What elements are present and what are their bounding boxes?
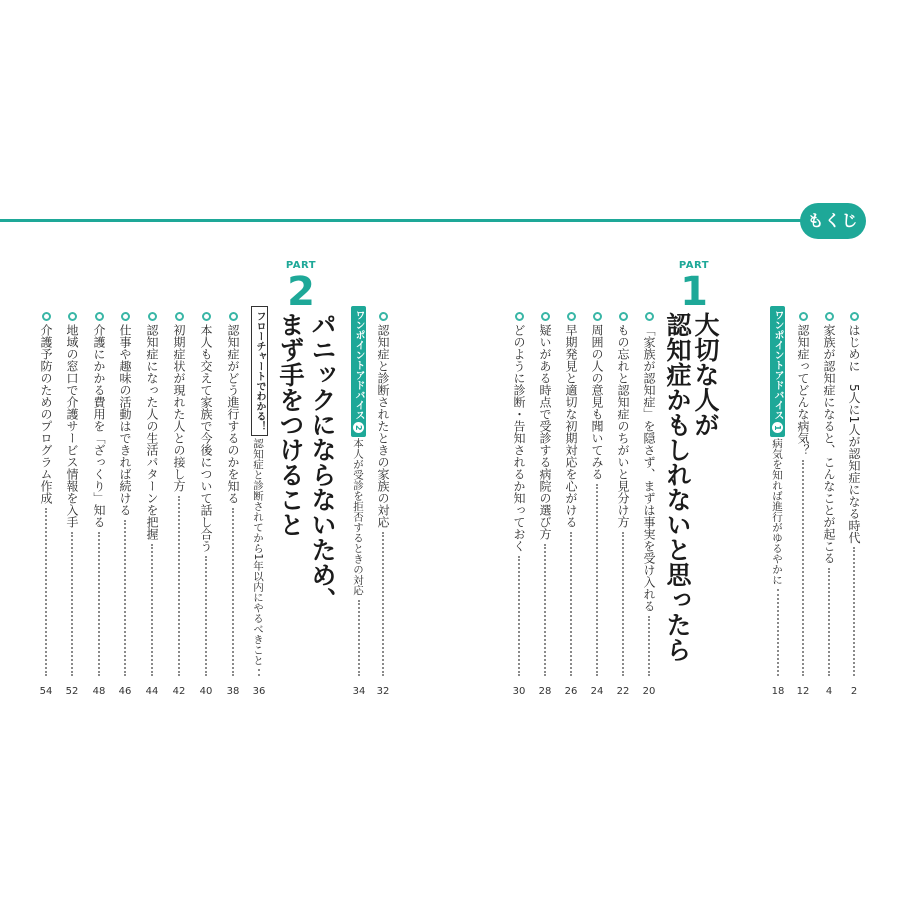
toc-entry-text: 家族が認知症になると、こんなことが起こる xyxy=(822,324,836,564)
page-number: 46 xyxy=(118,686,132,697)
toc-item-part1-6[interactable] xyxy=(511,312,527,552)
toc-entry-text: 周囲の人の意見も聞いてみる xyxy=(590,324,604,480)
bullet-circle-icon xyxy=(645,312,654,321)
dot-leader xyxy=(71,532,73,676)
toc-entry-text: 介護予防のためのプログラム作成 xyxy=(39,324,53,504)
part1-title-line2: 認知症かもしれないと思ったら xyxy=(663,312,692,662)
toc-entry-text: 地域の窓口で介護サービス情報を入手 xyxy=(65,324,79,528)
page-number: 38 xyxy=(226,686,240,697)
toc-item-flowchart[interactable] xyxy=(251,438,265,665)
part1-label: PART xyxy=(678,260,710,271)
page-number: 52 xyxy=(65,686,79,697)
page-number: 34 xyxy=(352,686,366,697)
page-number: 48 xyxy=(92,686,106,697)
toc-entry-text: 認知症になった人の生活パターンを把握 xyxy=(145,324,159,540)
toc-entry-text: 本人も交えて家族で今後について話し合う xyxy=(199,324,213,552)
toc-item-part1-7[interactable] xyxy=(375,312,391,528)
bullet-circle-icon xyxy=(619,312,628,321)
page-number: 54 xyxy=(39,686,53,697)
header-rule xyxy=(0,219,830,222)
toc-item-part2-7[interactable] xyxy=(64,312,80,528)
dot-leader xyxy=(853,547,855,676)
toc-entry-text: 「家族が認知症」を隠さず、まずは事実を受け入れる xyxy=(642,324,656,612)
toc-item-part1-2[interactable] xyxy=(615,312,631,528)
dot-leader xyxy=(151,544,153,676)
toc-item-part2-2[interactable] xyxy=(198,312,214,552)
onepoint-label: ワンポイントアドバイス xyxy=(353,310,364,420)
onepoint-advice-1 xyxy=(770,306,785,437)
onepoint-label: ワンポイントアドバイス xyxy=(772,310,783,420)
toc-item-part2-8[interactable] xyxy=(38,312,54,504)
toc-entry-text: もの忘れと認知症のちがいと見分け方 xyxy=(616,324,630,528)
bullet-circle-icon xyxy=(799,312,808,321)
dot-leader xyxy=(596,484,598,676)
page-number: 12 xyxy=(796,686,810,697)
page-number: 2 xyxy=(850,686,858,697)
toc-item-part2-6[interactable] xyxy=(91,312,107,528)
toc-item-part1-1[interactable] xyxy=(641,312,657,612)
bullet-circle-icon xyxy=(541,312,550,321)
bullet-circle-icon xyxy=(229,312,238,321)
toc-entry-text: 認知症ってどんな病気？ xyxy=(796,324,810,456)
bullet-circle-icon xyxy=(825,312,834,321)
toc-item-part1-4[interactable] xyxy=(563,312,579,528)
page-number: 22 xyxy=(616,686,630,697)
dot-leader xyxy=(178,496,180,676)
part2-label: PART xyxy=(285,260,317,271)
toc-item-part2-1[interactable] xyxy=(225,312,241,504)
toc-item-part1-5[interactable] xyxy=(537,312,553,540)
toc-entry-text: 病気を知れば進行がゆるやかに xyxy=(771,438,783,585)
part2-title-line2: まず手をつけること xyxy=(276,312,305,537)
dot-leader xyxy=(45,508,47,676)
part2-title-line1: パニックにならないため、 xyxy=(308,312,337,612)
toc-badge: もくじ xyxy=(800,203,866,239)
page-number: 26 xyxy=(564,686,578,697)
bullet-circle-icon xyxy=(567,312,576,321)
toc-entry-text: 介護にかかる費用を「ざっくり」知る xyxy=(92,324,106,528)
dot-leader xyxy=(124,520,126,676)
bullet-circle-icon xyxy=(68,312,77,321)
dot-leader xyxy=(802,460,804,676)
toc-entry-text: 疑いがある時点で受診する病院の選び方 xyxy=(538,324,552,540)
bullet-circle-icon xyxy=(42,312,51,321)
toc-item-part1-3[interactable] xyxy=(589,312,605,480)
dot-leader xyxy=(258,669,260,676)
bullet-circle-icon xyxy=(95,312,104,321)
toc-entry-text: 早期発見と適切な初期対応を心がける xyxy=(564,324,578,528)
page-number: 18 xyxy=(771,686,785,697)
page-number: 36 xyxy=(252,686,266,697)
onepoint-advice-2-entry[interactable] xyxy=(351,438,365,596)
dot-leader xyxy=(382,532,384,676)
dot-leader xyxy=(777,589,779,676)
toc-entry-text: 初期症状が現れた人との接し方 xyxy=(172,324,186,492)
bullet-circle-icon xyxy=(379,312,388,321)
dot-leader xyxy=(518,556,520,676)
bullet-circle-icon xyxy=(593,312,602,321)
dot-leader xyxy=(828,568,830,676)
toc-item-part2-4[interactable] xyxy=(144,312,160,540)
bullet-circle-icon xyxy=(850,312,859,321)
dot-leader xyxy=(648,616,650,676)
onepoint-advice-1-entry[interactable] xyxy=(770,438,784,585)
part1-number: 1 xyxy=(680,269,708,315)
toc-entry-text: 認知症と診断されてから1年以内にやるべきこと xyxy=(252,438,264,666)
toc-entry-text: どのように診断・告知されるか知っておく xyxy=(512,324,526,552)
bullet-circle-icon xyxy=(148,312,157,321)
toc-item-intro[interactable] xyxy=(846,312,862,543)
page-number: 44 xyxy=(145,686,159,697)
dot-leader xyxy=(544,544,546,676)
dot-leader xyxy=(622,532,624,676)
toc-entry-text: はじめに 5人に1人が認知症になる時代 xyxy=(847,324,861,544)
toc-item-part2-3[interactable] xyxy=(171,312,187,492)
toc-item-part2-5[interactable] xyxy=(117,312,133,516)
bullet-circle-icon xyxy=(121,312,130,321)
dot-leader xyxy=(205,556,207,676)
dot-leader xyxy=(232,508,234,676)
bullet-circle-icon xyxy=(515,312,524,321)
dot-leader xyxy=(98,532,100,676)
toc-entry-text: 認知症と診断されたときの家族の対応 xyxy=(376,324,390,528)
page-number: 42 xyxy=(172,686,186,697)
toc-entry-text: 本人が受診を拒否するときの対応 xyxy=(352,438,364,596)
page-number: 24 xyxy=(590,686,604,697)
part2-number: 2 xyxy=(287,269,315,315)
page-number: 4 xyxy=(825,686,833,697)
dot-leader xyxy=(358,600,360,677)
page-number: 32 xyxy=(376,686,390,697)
toc-entry-text: 認知症がどう進行するのかを知る xyxy=(226,324,240,504)
part1-title-line1: 大切な人が xyxy=(691,312,720,437)
page-number: 30 xyxy=(512,686,526,697)
toc-item-family-effects[interactable] xyxy=(821,312,837,564)
onepoint-advice-2 xyxy=(351,306,366,437)
page-number: 28 xyxy=(538,686,552,697)
bullet-circle-icon xyxy=(175,312,184,321)
page-number: 20 xyxy=(642,686,656,697)
toc-item-what-is-dementia[interactable] xyxy=(795,312,811,456)
onepoint-number-badge: 1 xyxy=(772,422,783,433)
dot-leader xyxy=(570,532,572,676)
flowchart-label-box: フローチャートでわかる！ xyxy=(251,306,268,436)
bullet-circle-icon xyxy=(202,312,211,321)
onepoint-number-badge: 2 xyxy=(353,422,364,433)
page-number: 40 xyxy=(199,686,213,697)
toc-entry-text: 仕事や趣味の活動はできれば続ける xyxy=(118,324,132,516)
